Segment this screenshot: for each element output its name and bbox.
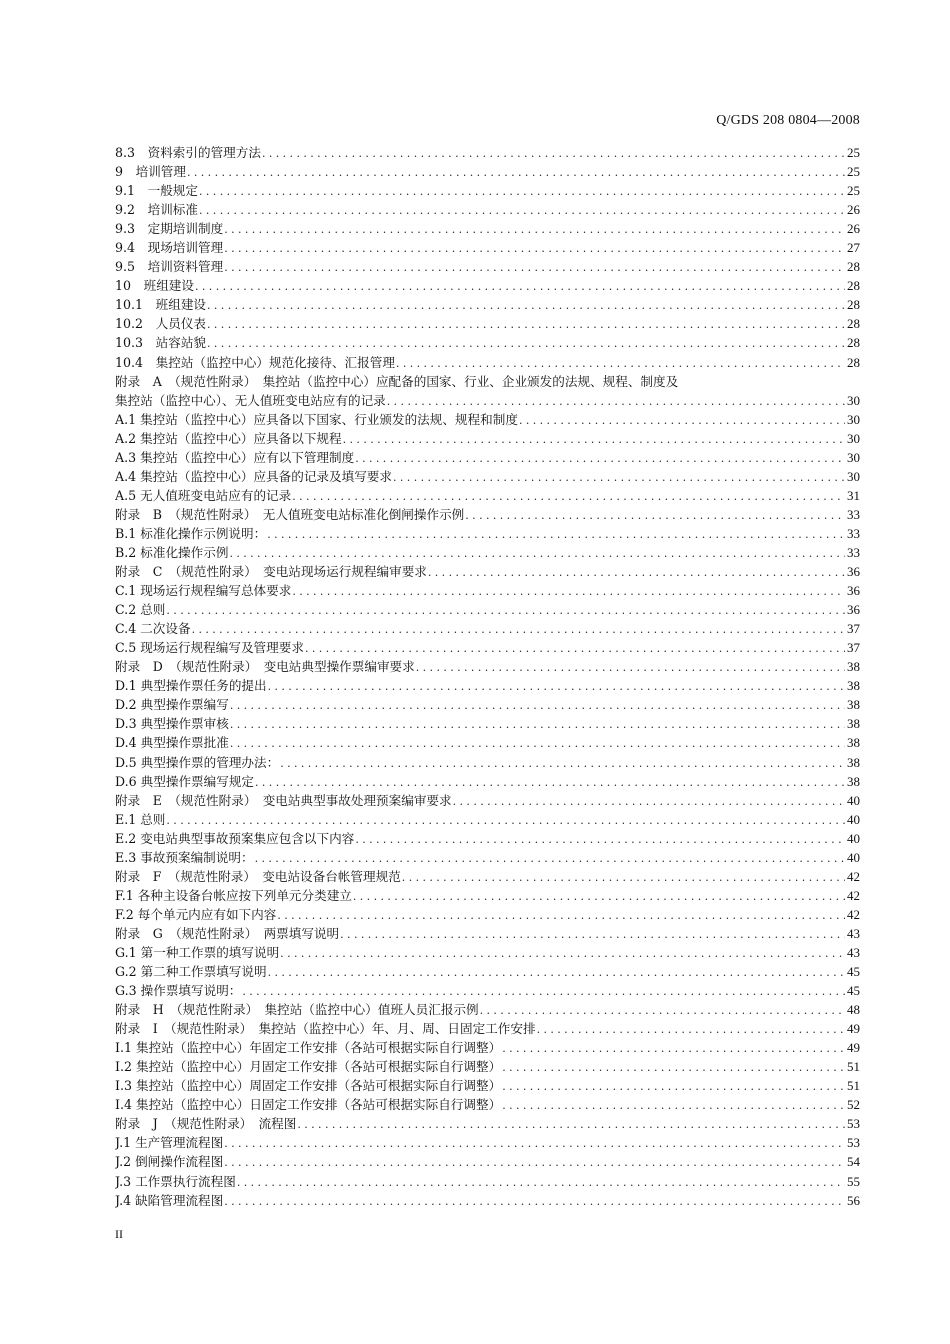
toc-entry-title: I.2 集控站（监控中心）月固定工作安排（各站可根据实际自行调整） xyxy=(115,1059,502,1075)
toc-entry[interactable] xyxy=(115,943,860,962)
toc-entry-page: 38 xyxy=(847,773,860,789)
toc-entry-title: 10.2 人员仪表 xyxy=(115,316,207,332)
toc-entry[interactable] xyxy=(115,353,860,372)
toc-entry-page: 26 xyxy=(847,202,860,218)
toc-entry-page: 49 xyxy=(847,1040,860,1056)
toc-entry[interactable] xyxy=(115,143,860,162)
toc-leader-dots xyxy=(267,963,845,981)
table-of-contents xyxy=(115,143,860,1210)
toc-leader-dots xyxy=(291,582,845,600)
toc-entry-page: 25 xyxy=(847,183,860,199)
toc-entry-title: 附录 B （规范性附录） 无人值班变电站标准化倒闸操作示例 xyxy=(115,506,465,522)
toc-leader-dots xyxy=(354,830,845,848)
page-number: II xyxy=(115,1227,123,1241)
toc-entry-title: E.1 总则 xyxy=(115,811,166,827)
toc-entry-title: 10.4 集控站（监控中心）规范化接待、汇报管理 xyxy=(115,354,395,370)
toc-entry[interactable] xyxy=(115,257,860,276)
toc-entry[interactable] xyxy=(115,810,860,829)
toc-leader-dots xyxy=(386,392,845,410)
toc-entry-title: C.5 现场运行规程编写及管理要求 xyxy=(115,640,304,656)
toc-entry-page: 40 xyxy=(847,830,860,846)
toc-entry[interactable] xyxy=(115,695,860,714)
toc-entry-title: G.3 操作票填写说明： xyxy=(115,983,242,999)
toc-entry-page: 38 xyxy=(847,754,860,770)
toc-leader-dots xyxy=(501,1039,845,1057)
toc-entry-page: 52 xyxy=(847,1097,860,1113)
toc-entry-page: 27 xyxy=(847,240,860,256)
toc-leader-dots xyxy=(206,334,845,352)
toc-entry-title: D.3 典型操作票审核 xyxy=(115,716,229,732)
toc-entry[interactable] xyxy=(115,676,860,695)
toc-entry-title: 9.5 培训资料管理 xyxy=(115,259,224,275)
toc-entry-title: 10.3 站容站貌 xyxy=(115,335,207,351)
toc-leader-dots xyxy=(254,773,845,791)
toc-leader-dots xyxy=(229,715,845,733)
toc-entry[interactable] xyxy=(115,1114,860,1133)
toc-entry-title: I.1 集控站（监控中心）年固定工作安排（各站可根据实际自行调整） xyxy=(115,1040,502,1056)
toc-entry-title: F.2 每个单元内应有如下内容 xyxy=(115,906,277,922)
toc-leader-dots xyxy=(267,677,845,695)
toc-entry-title: 附录 I （规范性附录） 集控站（监控中心）年、月、周、日固定工作安排 xyxy=(115,1021,536,1037)
toc-entry[interactable] xyxy=(115,772,860,791)
toc-entry[interactable] xyxy=(115,733,860,752)
toc-leader-dots xyxy=(223,1192,845,1210)
toc-leader-dots xyxy=(194,277,845,295)
toc-entry[interactable] xyxy=(115,505,860,524)
toc-entry[interactable] xyxy=(115,467,860,486)
toc-leader-dots xyxy=(223,220,845,238)
toc-entry[interactable] xyxy=(115,829,860,848)
toc-entry-page: 42 xyxy=(847,887,860,903)
toc-entry-page: 30 xyxy=(847,392,860,408)
toc-leader-dots xyxy=(236,1173,845,1191)
toc-leader-dots xyxy=(339,925,845,943)
toc-entry-title: A.2 集控站（监控中心）应具备以下规程 xyxy=(115,430,342,446)
toc-entry-page: 53 xyxy=(847,1135,860,1151)
toc-leader-dots xyxy=(479,1001,845,1019)
toc-entry-page: 37 xyxy=(847,621,860,637)
toc-leader-dots xyxy=(501,1096,845,1114)
toc-entry-title: D.1 典型操作票任务的提出 xyxy=(115,678,267,694)
toc-entry-title: C.4 二次设备 xyxy=(115,621,191,637)
toc-entry-title: I.3 集控站（监控中心）周固定工作安排（各站可根据实际自行调整） xyxy=(115,1078,502,1094)
toc-entry-title: 9.3 定期培训制度 xyxy=(115,221,224,237)
toc-entry-page: 37 xyxy=(847,640,860,656)
toc-leader-dots xyxy=(518,411,845,429)
toc-entry-title: 8.3 资料索引的管理方法 xyxy=(115,145,261,160)
toc-leader-dots xyxy=(501,1077,845,1095)
toc-leader-dots xyxy=(254,849,845,867)
toc-leader-dots xyxy=(279,944,845,962)
toc-entry[interactable] xyxy=(115,429,860,448)
toc-leader-dots xyxy=(392,468,845,486)
toc-leader-dots xyxy=(198,182,845,200)
toc-entry-page: 38 xyxy=(847,716,860,732)
toc-entry[interactable] xyxy=(115,1019,860,1038)
toc-leader-dots xyxy=(501,1058,845,1076)
toc-entry[interactable] xyxy=(115,562,860,581)
toc-entry[interactable] xyxy=(115,886,860,905)
toc-leader-dots xyxy=(266,525,845,543)
toc-entry-title: D.5 典型操作票的管理办法： xyxy=(115,754,280,770)
toc-entry-title: 9.1 一般规定 xyxy=(115,183,198,199)
document-code: Q/GDS 208 0804—2008 xyxy=(716,113,860,128)
toc-entry-page: 51 xyxy=(847,1059,860,1075)
toc-entry-title: J.2 倒闸操作流程图 xyxy=(115,1154,224,1170)
toc-leader-dots xyxy=(206,315,845,333)
toc-entry-page: 28 xyxy=(847,278,860,294)
toc-entry[interactable] xyxy=(115,1191,860,1210)
toc-leader-dots xyxy=(165,811,845,829)
toc-entry-page: 55 xyxy=(847,1173,860,1189)
toc-leader-dots xyxy=(229,696,845,714)
toc-entry[interactable] xyxy=(115,753,860,772)
toc-leader-dots xyxy=(342,430,845,448)
toc-entry-title: G.1 第一种工作票的填写说明 xyxy=(115,944,280,960)
toc-entry-title: 附录 J （规范性附录） 流程图 xyxy=(115,1116,297,1132)
toc-entry[interactable] xyxy=(115,867,860,886)
toc-entry[interactable] xyxy=(115,238,860,257)
toc-entry-title: 附录 G （规范性附录） 两票填写说明 xyxy=(115,925,340,941)
toc-entry-title: D.4 典型操作票批准 xyxy=(115,735,229,751)
toc-entry[interactable] xyxy=(115,448,860,467)
toc-entry-page: 38 xyxy=(847,697,860,713)
toc-leader-dots xyxy=(191,620,845,638)
toc-entry-page: 49 xyxy=(847,1021,860,1037)
toc-entry[interactable] xyxy=(115,924,860,943)
toc-entry-title: 9 培训管理 xyxy=(115,164,186,180)
toc-leader-dots xyxy=(415,658,845,676)
toc-leader-dots xyxy=(223,1153,845,1171)
toc-entry[interactable] xyxy=(115,391,860,410)
toc-entry-title: 集控站（监控中心）、无人值班变电站应有的记录 xyxy=(115,392,386,408)
toc-entry-title: G.2 第二种工作票填写说明 xyxy=(115,964,267,980)
toc-leader-dots xyxy=(229,734,845,752)
toc-entry[interactable] xyxy=(115,1095,860,1114)
toc-leader-dots xyxy=(352,887,845,905)
toc-leader-dots xyxy=(223,1134,845,1152)
toc-leader-dots xyxy=(279,754,845,772)
toc-entry[interactable] xyxy=(115,1057,860,1076)
toc-entry-title: A.4 集控站（监控中心）应具备的记录及填写要求 xyxy=(115,468,392,484)
toc-entry-title: E.2 变电站典型事故预案集应包含以下内容 xyxy=(115,830,355,846)
toc-entry-page: 43 xyxy=(847,944,860,960)
toc-leader-dots xyxy=(165,601,845,619)
toc-entry-page: 28 xyxy=(847,297,860,313)
toc-entry[interactable] xyxy=(115,619,860,638)
toc-entry-page: 38 xyxy=(847,678,860,694)
toc-entry-page: 30 xyxy=(847,468,860,484)
toc-leader-dots xyxy=(198,201,845,219)
toc-entry-page: 56 xyxy=(847,1192,860,1208)
toc-entry-page: 40 xyxy=(847,792,860,808)
toc-entry-title: 附录 A （规范性附录） 集控站（监控中心）应配备的国家、行业、企业颁发的法规、规程、制度及 xyxy=(115,373,679,389)
toc-entry-page: 30 xyxy=(847,411,860,427)
toc-entry[interactable] xyxy=(115,848,860,867)
toc-entry[interactable] xyxy=(115,314,860,333)
toc-entry-page: 28 xyxy=(847,316,860,332)
toc-entry-title: A.1 集控站（监控中心）应具备以下国家、行业颁发的法规、规程和制度 xyxy=(115,411,518,427)
toc-entry-page: 38 xyxy=(847,735,860,751)
toc-entry[interactable] xyxy=(115,333,860,352)
toc-leader-dots xyxy=(223,239,845,257)
toc-entry-title: C.1 现场运行规程编写总体要求 xyxy=(115,583,292,599)
toc-leader-dots xyxy=(401,868,845,886)
toc-leader-dots xyxy=(241,982,845,1000)
toc-entry-page: 33 xyxy=(847,525,860,541)
toc-leader-dots xyxy=(536,1020,845,1038)
toc-leader-dots xyxy=(464,506,845,524)
toc-entry-title: I.4 集控站（监控中心）日固定工作安排（各站可根据实际自行调整） xyxy=(115,1097,502,1113)
toc-leader-dots xyxy=(304,639,845,657)
toc-entry-title: B.1 标准化操作示例说明： xyxy=(115,525,267,541)
toc-entry[interactable] xyxy=(115,1172,860,1191)
toc-leader-dots xyxy=(228,544,845,562)
toc-entry[interactable] xyxy=(115,543,860,562)
toc-entry-title: J.3 工作票执行流程图 xyxy=(115,1173,236,1189)
toc-entry-page: 30 xyxy=(847,430,860,446)
toc-entry[interactable] xyxy=(115,657,860,676)
toc-leader-dots xyxy=(261,144,845,162)
toc-entry-title: 附录 D （规范性附录） 变电站典型操作票编审要求 xyxy=(115,659,415,675)
toc-entry-title: 附录 E （规范性附录） 变电站典型事故处理预案编审要求 xyxy=(115,792,452,808)
toc-entry-page: 28 xyxy=(847,335,860,351)
toc-entry[interactable] xyxy=(115,600,860,619)
toc-entry[interactable] xyxy=(115,581,860,600)
toc-entry[interactable] xyxy=(115,1000,860,1019)
toc-entry-page: 26 xyxy=(847,221,860,237)
toc-entry[interactable] xyxy=(115,1152,860,1171)
toc-entry[interactable] xyxy=(115,410,860,429)
toc-entry-page: 40 xyxy=(847,849,860,865)
toc-leader-dots xyxy=(395,354,845,372)
toc-entry-title: E.3 事故预案编制说明： xyxy=(115,849,254,865)
toc-entry-title: 附录 F （规范性附录） 变电站设备台帐管理规范 xyxy=(115,868,401,884)
toc-entry-page: 33 xyxy=(847,506,860,522)
toc-entry[interactable] xyxy=(115,276,860,295)
toc-entry-title: 附录 H （规范性附录） 集控站（监控中心）值班人员汇报示例 xyxy=(115,1002,479,1018)
toc-entry-page: 25 xyxy=(847,164,860,180)
toc-entry[interactable] xyxy=(115,981,860,1000)
toc-entry-page: 42 xyxy=(847,906,860,922)
toc-entry[interactable] xyxy=(115,1133,860,1152)
toc-entry-page: 42 xyxy=(847,868,860,884)
toc-entry[interactable] xyxy=(115,295,860,314)
toc-leader-dots xyxy=(276,906,845,924)
toc-entry-title: 10 班组建设 xyxy=(115,278,194,294)
toc-entry-title: A.5 无人值班变电站应有的记录 xyxy=(115,487,292,503)
toc-entry-page: 45 xyxy=(847,964,860,980)
toc-entry[interactable] xyxy=(115,962,860,981)
toc-entry-title: 9.2 培训标准 xyxy=(115,202,198,218)
toc-entry[interactable] xyxy=(115,181,860,200)
toc-entry-page: 36 xyxy=(847,564,860,580)
toc-entry-page: 36 xyxy=(847,602,860,618)
toc-entry[interactable] xyxy=(115,1038,860,1057)
toc-entry[interactable] xyxy=(115,905,860,924)
toc-entry-title: D.6 典型操作票编写规定 xyxy=(115,773,255,789)
toc-entry-page: 33 xyxy=(847,544,860,560)
toc-entry[interactable] xyxy=(115,1076,860,1095)
toc-entry-title: A.3 集控站（监控中心）应有以下管理制度 xyxy=(115,449,355,465)
toc-entry[interactable] xyxy=(115,200,860,219)
toc-entry-page: 30 xyxy=(847,449,860,465)
toc-entry-page: 38 xyxy=(847,659,860,675)
toc-entry[interactable] xyxy=(115,791,860,810)
toc-entry-title: J.1 生产管理流程图 xyxy=(115,1135,224,1151)
toc-entry-title: D.2 典型操作票编写 xyxy=(115,697,229,713)
toc-entry-page: 40 xyxy=(847,811,860,827)
toc-leader-dots xyxy=(223,258,845,276)
toc-leader-dots xyxy=(291,487,845,505)
toc-entry[interactable] xyxy=(115,638,860,657)
toc-entry-page: 53 xyxy=(847,1116,860,1132)
toc-entry-page: 54 xyxy=(847,1154,860,1170)
toc-entry[interactable] xyxy=(115,486,860,505)
toc-entry-title: 9.4 现场培训管理 xyxy=(115,240,224,256)
toc-entry-title: B.2 标准化操作示例 xyxy=(115,544,229,560)
toc-entry-page: 25 xyxy=(847,145,860,160)
toc-leader-dots xyxy=(452,792,845,810)
toc-entry-page: 28 xyxy=(847,259,860,275)
toc-entry[interactable] xyxy=(115,714,860,733)
toc-leader-dots xyxy=(186,163,845,181)
toc-entry[interactable] xyxy=(115,524,860,543)
toc-entry-page: 28 xyxy=(847,354,860,370)
toc-entry-page: 43 xyxy=(847,925,860,941)
toc-leader-dots xyxy=(427,563,845,581)
toc-leader-dots xyxy=(354,449,845,467)
toc-entry-title: 附录 C （规范性附录） 变电站现场运行规程编审要求 xyxy=(115,564,427,580)
toc-entry-title: 10.1 班组建设 xyxy=(115,297,207,313)
toc-entry-page: 36 xyxy=(847,583,860,599)
toc-leader-dots xyxy=(206,296,845,314)
toc-entry-page: 31 xyxy=(847,487,860,503)
toc-entry[interactable] xyxy=(115,219,860,238)
toc-entry-title: F.1 各种主设备台帐应按下列单元分类建立 xyxy=(115,887,352,903)
toc-entry[interactable] xyxy=(115,162,860,181)
toc-leader-dots xyxy=(296,1115,845,1133)
toc-entry-title: C.2 总则 xyxy=(115,602,166,618)
toc-entry-page: 48 xyxy=(847,1002,860,1018)
toc-entry-page: 51 xyxy=(847,1078,860,1094)
toc-entry-page: 45 xyxy=(847,983,860,999)
toc-entry[interactable] xyxy=(115,372,860,391)
toc-entry-title: J.4 缺陷管理流程图 xyxy=(115,1192,224,1208)
